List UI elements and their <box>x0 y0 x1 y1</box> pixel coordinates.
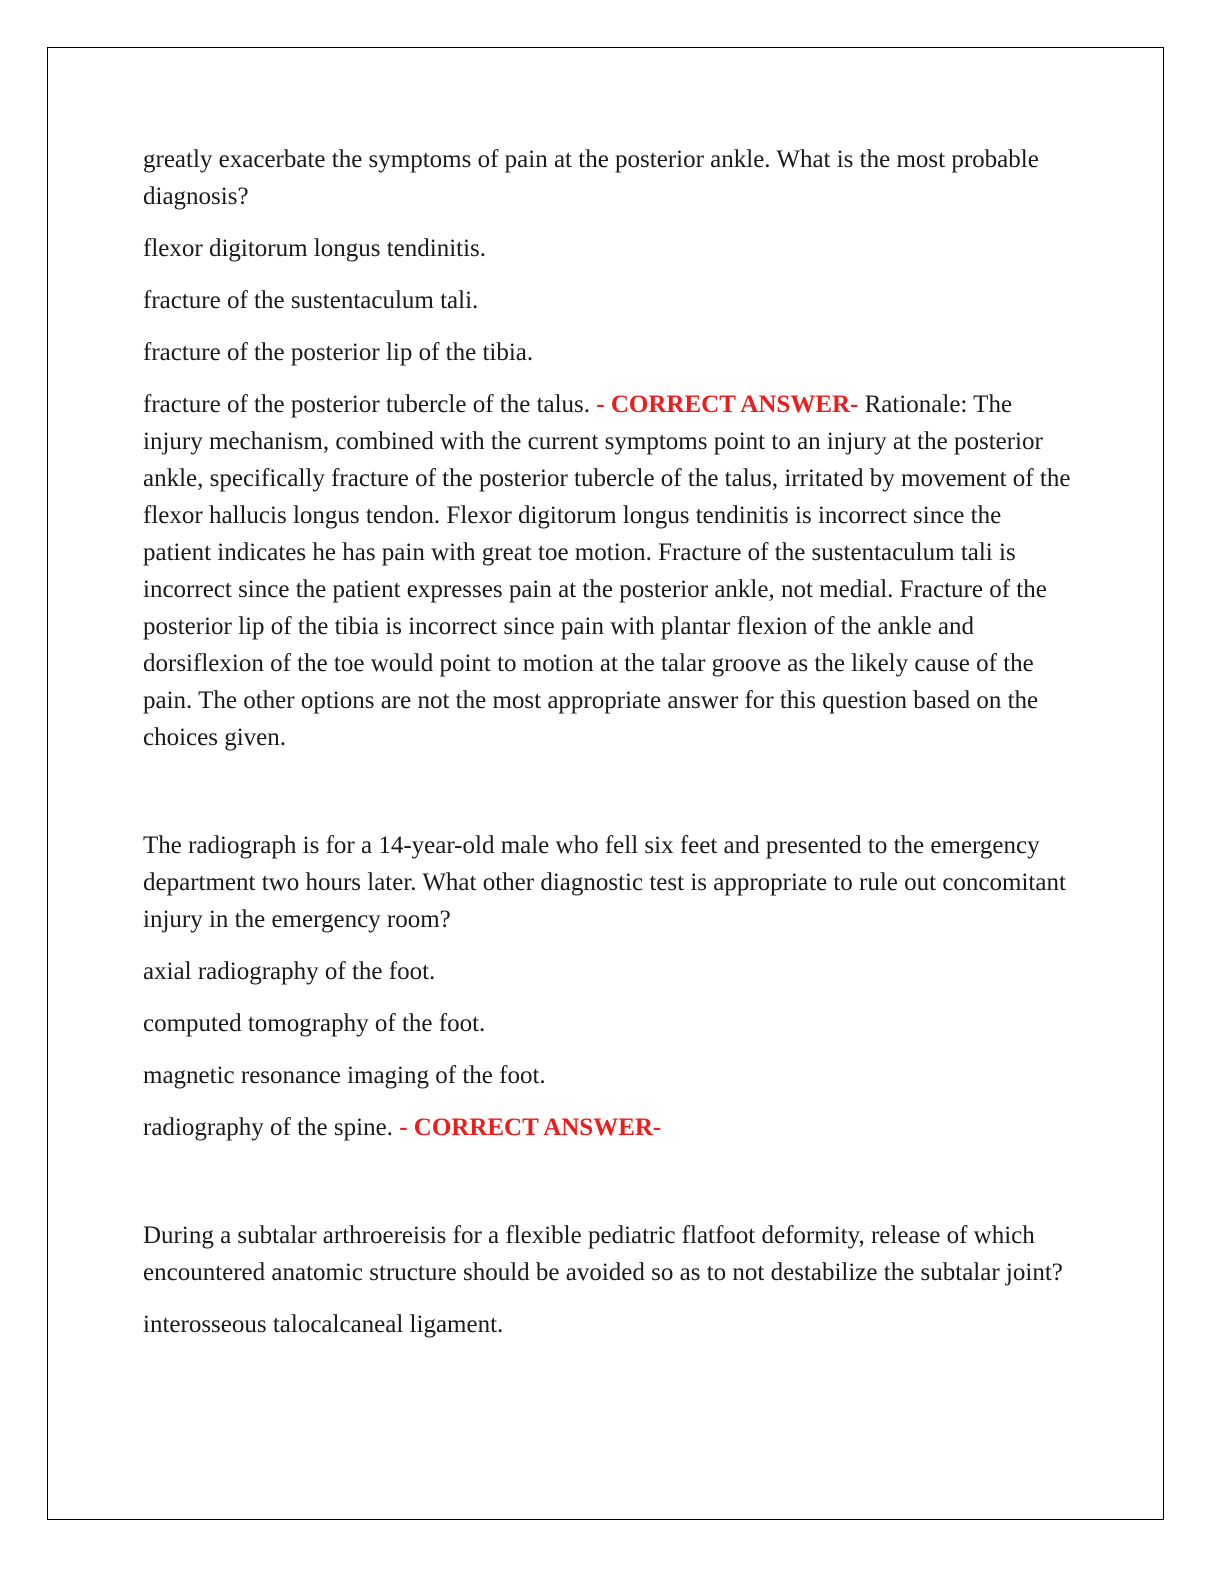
answer-option: computed tomography of the foot. <box>143 1010 486 1037</box>
correct-answer-label: - CORRECT ANSWER- <box>596 391 859 418</box>
answer-option: magnetic resonance imaging of the foot. <box>143 1062 546 1089</box>
answer-option-correct <box>143 386 1073 756</box>
answer-option: flexor digitorum longus tendinitis. <box>143 235 487 262</box>
question-stem: The radiograph is for a 14-year-old male who fell six feet and presented to the emergency department two hours later. What other diagnostic test is appropriate to rule out concomitant injury in the emergency room? <box>143 832 1066 933</box>
answer-option: interosseous talocalcaneal ligament. <box>143 1311 504 1338</box>
answer-option-text: fracture of the posterior tubercle of the talus. <box>143 391 591 418</box>
question-stem: greatly exacerbate the symptoms of pain at the posterior ankle. What is the most probable diagnosis? <box>143 146 1039 210</box>
answer-option-text: radiography of the spine. <box>143 1114 393 1141</box>
spacer <box>143 771 1073 827</box>
question-2 <box>143 827 1073 1146</box>
question-1 <box>143 141 1073 756</box>
question-3 <box>143 1217 1073 1343</box>
correct-answer-label: - CORRECT ANSWER- <box>399 1114 662 1141</box>
question-stem: During a subtalar arthroereisis for a flexible pediatric flatfoot deformity, release of which encountered anatomic structure should be avoided so as to not destabilize the subtalar joint? <box>143 1222 1063 1286</box>
rationale-text: Rationale: The injury mechanism, combined with the current symptoms point to an injury at the posterior ankle, specifically fracture of the posterior tubercle of the talus, irritated by movement of the flexor hallucis longus tendon. Flexor digitorum longus tendinitis is incorrect since the patient indicates he has pain with great toe motion. Fracture of the sustentaculum tali is incorrect since the patient expresses pain at the posterior ankle, not medial. Fracture of the posterior lip of the tibia is incorrect since pain with plantar flexion of the ankle and dorsiflexion of the toe would point to motion at the talar groove as the likely cause of the pain. The other options are not the most appropriate answer for this question based on the choices given. <box>143 391 1071 751</box>
answer-option: fracture of the posterior lip of the tibia. <box>143 339 534 366</box>
spacer <box>143 1161 1073 1217</box>
answer-option: axial radiography of the foot. <box>143 958 436 985</box>
document-body <box>143 141 1073 1358</box>
answer-option-correct <box>143 1109 1073 1146</box>
answer-option: fracture of the sustentaculum tali. <box>143 287 479 314</box>
